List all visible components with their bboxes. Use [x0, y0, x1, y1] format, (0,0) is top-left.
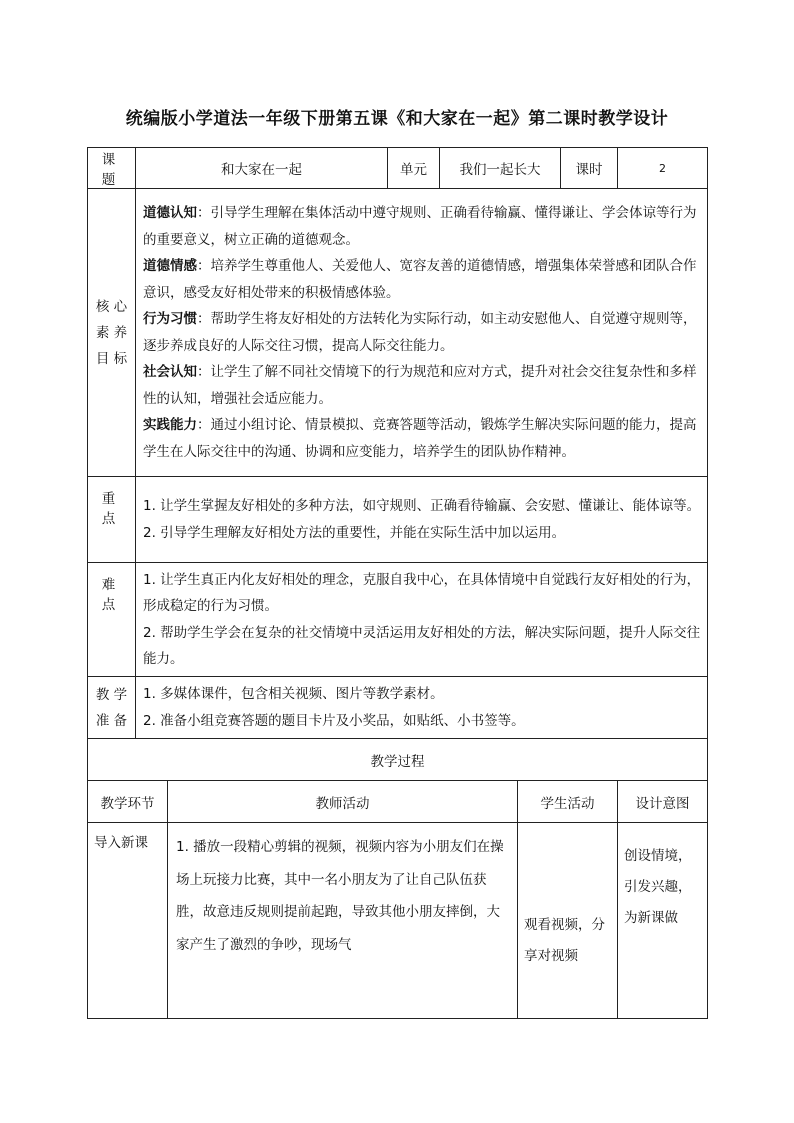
objective-term: 社会认知 — [143, 364, 197, 380]
difficulties-row — [88, 563, 708, 677]
document-title: 统编版小学道法一年级下册第五课《和大家在一起》第二课时教学设计 — [125, 109, 669, 129]
preparation-label-line: 教 学 — [95, 686, 128, 703]
key-point-item: 1. 让学生掌握友好相处的多种方法，如守规则、正确看待输赢、会安慰、懂谦让、能体谅等。 — [143, 498, 701, 514]
core-label-line: 目 标 — [95, 350, 128, 367]
student-activity: 观看视频，分享对视频 — [518, 823, 618, 1019]
preparation-row — [88, 677, 708, 739]
design-intent: 创设情境，引发兴趣，为新课做 — [618, 823, 708, 1019]
objective-term: 道德情感 — [143, 258, 197, 274]
objective-item — [143, 253, 701, 306]
key-points-content — [136, 477, 708, 563]
process-step-name: 导入新课 — [88, 823, 168, 1019]
preparation-label-line: 准 备 — [95, 712, 128, 729]
header-row — [88, 148, 708, 189]
topic-label: 课 题 — [88, 148, 136, 189]
unit-label: 单元 — [388, 148, 440, 189]
process-row — [88, 823, 708, 1019]
core-objectives-content — [136, 189, 708, 477]
core-label — [88, 189, 136, 477]
objective-term: 行为习惯 — [143, 311, 197, 327]
difficulty-item: 1. 让学生真正内化友好相处的理念，克服自我中心，在具体情境中自觉践行友好相处的行为，形成稳定的行为习惯。 — [143, 571, 701, 614]
process-title: 教学过程 — [88, 739, 708, 781]
column-header-step: 教学环节 — [88, 781, 168, 823]
core-label-line: 素 养 — [95, 324, 128, 341]
objective-text: ：引导学生理解在集体活动中遵守规则、正确看待输赢、懂得谦让、学会体谅等行为的重要意义，树立正确的道德观念。 — [143, 205, 697, 248]
preparation-content — [136, 677, 708, 739]
hours-label: 课时 — [561, 148, 618, 189]
objective-text: ：通过小组讨论、情景模拟、竞赛答题等活动，锻炼学生解决实际问题的能力，提高学生在人际交往中的沟通、协调和应变能力，培养学生的团队协作精神。 — [143, 417, 697, 460]
core-objectives-row — [88, 189, 708, 477]
difficulty-item: 2. 帮助学生学会在复杂的社交情境中灵活运用友好相处的方法，解决实际问题，提升人际交往能力。 — [143, 624, 701, 667]
difficulties-label: 难 点 — [88, 563, 136, 677]
lesson-plan-table — [87, 147, 708, 1019]
objective-item — [143, 306, 701, 359]
key-points-row — [88, 477, 708, 563]
objective-term: 道德认知 — [143, 205, 197, 221]
preparation-item: 1. 多媒体课件，包含相关视频、图片等教学素材。 — [143, 686, 444, 702]
objective-item — [143, 200, 701, 253]
objective-item — [143, 412, 701, 465]
objective-text: ：让学生了解不同社交情境下的行为规范和应对方式，提升对社会交往复杂性和多样性的认知，增强社会适应能力。 — [143, 364, 697, 407]
objective-term: 实践能力 — [143, 417, 197, 433]
difficulties-content — [136, 563, 708, 677]
objective-text: ：帮助学生将友好相处的方法转化为实际行动，如主动安慰他人、自觉遵守规则等，逐步养成良好的人际交往习惯，提高人际交往能力。 — [143, 311, 697, 354]
unit-value: 我们一起长大 — [440, 148, 561, 189]
column-header-student: 学生活动 — [518, 781, 618, 823]
objective-text: ：培养学生尊重他人、关爱他人、宽容友善的道德情感，增强集体荣誉感和团队合作意识，感受友好相处带来的积极情感体验。 — [143, 258, 697, 301]
core-label-line: 核 心 — [95, 298, 128, 315]
column-header-intent: 设计意图 — [618, 781, 708, 823]
key-point-item: 2. 引导学生理解友好相处方法的重要性，并能在实际生活中加以运用。 — [143, 524, 566, 541]
key-points-label: 重 点 — [88, 477, 136, 563]
topic-value: 和大家在一起 — [136, 148, 388, 189]
hours-value: 2 — [618, 148, 708, 189]
column-header-teacher: 教师活动 — [168, 781, 518, 823]
teacher-activity: 1. 播放一段精心剪辑的视频，视频内容为小朋友们在操场上玩接力比赛，其中一名小朋友为了让自己队伍获胜，故意违反规则提前起跑，导致其他小朋友摔倒，大家产生了激烈的争吵，现场气 — [168, 823, 518, 1019]
process-header-row — [88, 781, 708, 823]
preparation-label — [88, 677, 136, 739]
process-title-row — [88, 739, 708, 781]
objective-item — [143, 359, 701, 412]
preparation-item: 2. 准备小组竞赛答题的题目卡片及小奖品，如贴纸、小书签等。 — [143, 712, 525, 729]
